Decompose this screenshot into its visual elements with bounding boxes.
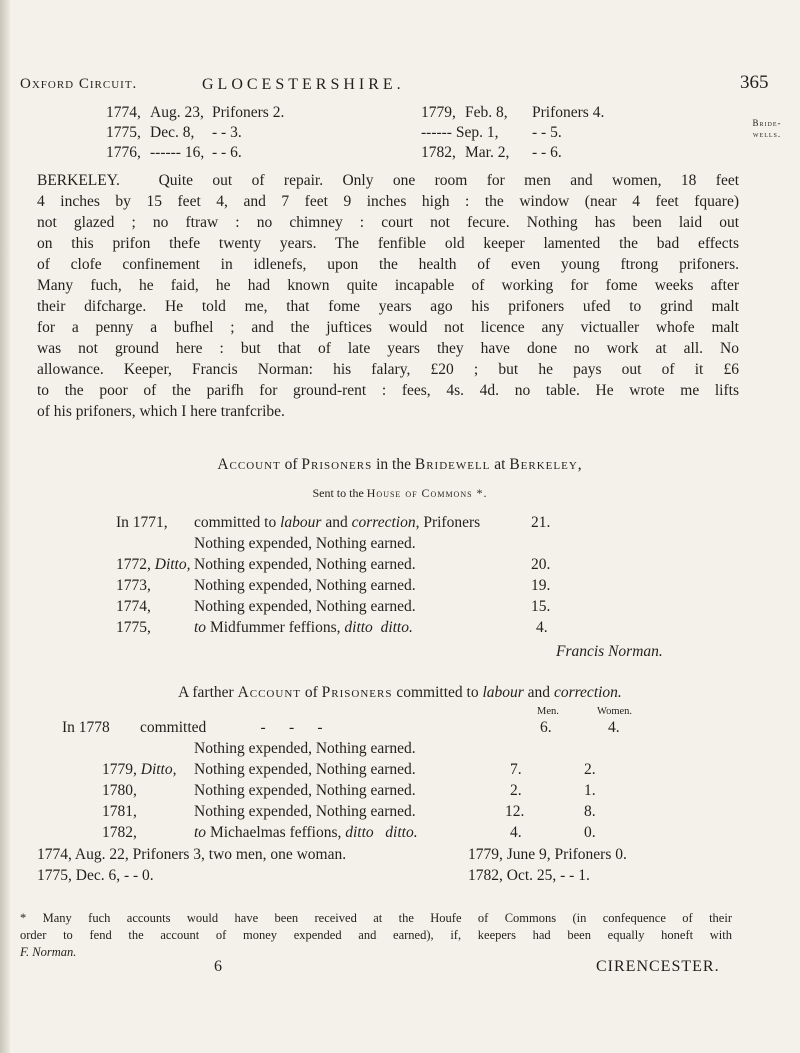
account1-count: 21.	[531, 514, 551, 531]
paragraph-line: 4 inches by 15 feet 4, and 7 feet 9 inches high : the window (near 4 feet fquare)	[37, 193, 739, 210]
account1-desc: Nothing expended, Nothing earned.	[194, 535, 416, 552]
account2-men: 6.	[540, 719, 552, 736]
top-right-year: 1782,	[421, 144, 456, 161]
account1-desc: Nothing expended, Nothing earned.	[194, 598, 416, 615]
catchword: CIRENCESTER.	[596, 958, 720, 975]
top-left-label: - - 6.	[212, 144, 242, 161]
account1-count: 19.	[531, 577, 551, 594]
paragraph-line: was not ground here : but that of late years they have done no work at all. No	[37, 340, 739, 357]
top-left-date: ------ 16,	[150, 144, 205, 161]
account1-desc: to Midfummer feffions, ditto ditto.	[194, 619, 413, 636]
account2-extra-right: 1779, June 9, Prifoners 0.	[468, 846, 627, 863]
top-right-date: ------ Sep. 1,	[421, 124, 499, 141]
account1-heading: Account of Prisoners in the Bridewell at Berkeley,	[217, 456, 583, 473]
account2-desc: Nothing expended, Nothing earned.	[194, 782, 416, 799]
account2-year: 1780,	[102, 782, 137, 799]
account2-year: 1782,	[102, 824, 137, 841]
top-right-date: Mar. 2,	[465, 144, 510, 161]
account1-subheading: Sent to the House of Commons *.	[312, 486, 488, 500]
account1-desc: Nothing expended, Nothing earned.	[194, 577, 416, 594]
side-note-line1: Bride-	[752, 118, 782, 128]
account2-desc: to Michaelmas feffions, ditto ditto.	[194, 824, 418, 841]
account2-year: 1781,	[102, 803, 137, 820]
account1-year: 1772, Ditto,	[116, 556, 191, 573]
account2-women: 4.	[608, 719, 620, 736]
top-left-date: Aug. 23,	[150, 104, 204, 121]
berkeley-paragraph	[37, 170, 739, 422]
signature-mark: 6	[214, 958, 222, 975]
top-right-label: - - 5.	[532, 124, 562, 141]
paragraph-line: for a penny a bufhel ; and the juftices would not licence any victualler whofe malt	[37, 319, 739, 336]
paragraph-line: not glazed ; no ftraw : no chimney : court not fecure. Nothing has been laid out	[37, 214, 739, 231]
account2-desc: committed - - -	[140, 719, 323, 736]
account1-year: 1773,	[116, 577, 151, 594]
footnote-line: * Many fuch accounts would have been received at the Houfe of Commons (in confequence of their	[20, 911, 732, 925]
account2-women: 1.	[584, 782, 596, 799]
account1-count: 20.	[531, 556, 551, 573]
col-women-header: Women.	[597, 706, 633, 717]
account1-desc: Nothing expended, Nothing earned.	[194, 556, 416, 573]
paragraph-line: Many fuch, he faid, he had known quite incapable of working for fome weeks after	[37, 277, 739, 294]
account2-heading: A farther Account of Prisoners committed to labour and correction.	[178, 684, 622, 701]
page-edge-shadow	[0, 0, 10, 1053]
footnote-line: F. Norman.	[20, 945, 77, 959]
paragraph-line: BERKELEY. Quite out of repair. Only one room for men and women, 18 feet	[37, 172, 740, 189]
top-left-label: - - 3.	[212, 124, 242, 141]
side-note	[738, 118, 796, 140]
paragraph-line: to the poor of the parifh for ground-rent : fees, 4s. 4d. no table. He wrote me lifts	[37, 382, 739, 399]
paragraph-line: on this prifon thefe twenty years. The fenfible old keeper lamented the bad effects	[37, 235, 739, 252]
running-head-left: Oxford Circuit.	[20, 76, 138, 92]
account2-year: In 1778	[62, 719, 110, 736]
account1-signature: Francis Norman.	[556, 643, 663, 660]
account1-year: 1775,	[116, 619, 151, 636]
paragraph-line: allowance. Keeper, Francis Norman: his falary, £20 ; but he pays out of it £6	[37, 361, 739, 378]
account2-extra-left: 1774, Aug. 22, Prifoners 3, two men, one woman.	[37, 846, 347, 863]
top-right-date: Feb. 8,	[465, 104, 508, 121]
col-men-header: Men.	[537, 706, 559, 717]
account1-year: In 1771,	[116, 514, 168, 531]
account1-count: 4.	[536, 619, 548, 636]
account2-women: 8.	[584, 803, 596, 820]
top-right-year: 1779,	[421, 104, 456, 121]
account2-extra-left: 1775, Dec. 6, - - 0.	[37, 867, 154, 884]
paragraph-line: of clofe confinement in idlenefs, upon the health of even young ftrong prifoners.	[37, 256, 739, 273]
account2-year: 1779, Ditto,	[102, 761, 177, 778]
top-right-label: Prifoners 4.	[532, 104, 605, 121]
account2-women: 2.	[584, 761, 596, 778]
top-left-date: Dec. 8,	[150, 124, 195, 141]
top-left-year: 1774,	[106, 104, 141, 121]
account2-men: 12.	[505, 803, 525, 820]
paragraph-line: their difcharge. He told me, that fome years ago his prifoners ufed to grind malt	[37, 298, 739, 315]
account1-year: 1774,	[116, 598, 151, 615]
paragraph-line: of his prifoners, which I here tranfcribe.	[37, 403, 285, 420]
footnote-line: order to fend the account of money expended and earned), if, keepers had been equally honeft with	[20, 928, 732, 942]
account2-desc: Nothing expended, Nothing earned.	[194, 803, 416, 820]
account1-count: 15.	[531, 598, 551, 615]
top-left-year: 1775,	[106, 124, 141, 141]
page-number: 365	[740, 72, 769, 93]
account2-desc: Nothing expended, Nothing earned.	[194, 761, 416, 778]
berkeley-title: BERKELEY.	[37, 172, 120, 189]
top-left-label: Prifoners 2.	[212, 104, 285, 121]
account2-extra-right: 1782, Oct. 25, - - 1.	[468, 867, 590, 884]
account2-men: 2.	[510, 782, 522, 799]
footnote	[20, 910, 732, 961]
top-left-year: 1776,	[106, 144, 141, 161]
account2-women: 0.	[584, 824, 596, 841]
side-note-line2: wells.	[752, 129, 782, 139]
account2-desc: Nothing expended, Nothing earned.	[194, 740, 416, 757]
running-head-title: GLOCESTERSHIRE.	[202, 76, 405, 93]
account2-men: 4.	[510, 824, 522, 841]
top-right-label: - - 6.	[532, 144, 562, 161]
account2-men: 7.	[510, 761, 522, 778]
account1-desc: committed to labour and correction, Prifoners	[194, 514, 481, 531]
